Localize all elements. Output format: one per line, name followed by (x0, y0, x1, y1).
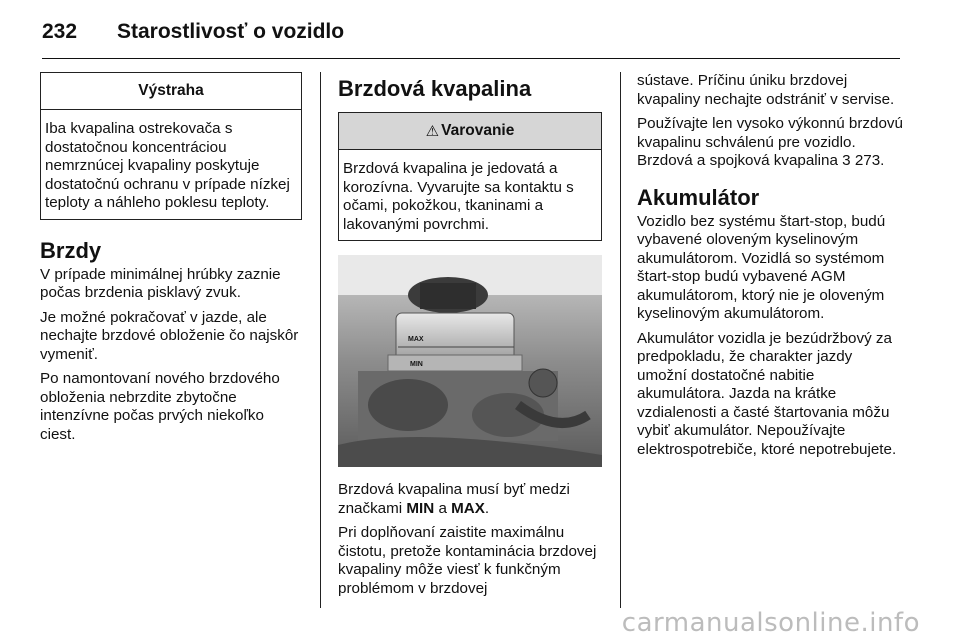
brake-fluid-reservoir-photo (338, 255, 602, 467)
column-1 (40, 72, 302, 450)
section-heading-brakes: Brzdy (40, 237, 102, 263)
page-reference-link[interactable]: 3 273. (842, 152, 885, 169)
brake-fluid-paragraph-1 (338, 481, 602, 518)
washer-warning-box (40, 72, 302, 220)
reservoir-illustration (338, 255, 602, 467)
column-divider-2 (620, 72, 621, 608)
page-number: 232 (42, 20, 78, 43)
warning-box-title: Výstraha (41, 73, 301, 110)
brake-fluid-caution-box (338, 112, 602, 241)
battery-paragraph-1: Vozidlo bez systému štart-stop, budú vybavené oloveným kyselinovým akumulátorom. Vozidlá so systémom štart-stop budú vybavené AGM akumulátorom, ktorý nie je oloveným kyselinovým akumulátorom. (637, 212, 886, 322)
p4-text: Používajte len vysoko výkonnú brzdovú kvapalinu schválenú pre vozidlo. Brzdová a spojková kvapalina (637, 115, 903, 169)
section-heading-battery: Akumulátor (637, 184, 760, 210)
brakes-paragraph-2: Je možné pokračovať v jazde, ale nechajte brzdové obloženie čo najskôr vymeniť. (40, 308, 299, 363)
brake-fluid-paragraph-3: sústave. Príčinu úniku brzdovej kvapaliny nechajte odstrániť v servise. (637, 72, 895, 108)
battery-paragraph-2: Akumulátor vozidla je bezúdržbový za predpokladu, že charakter jazdy umožní dostatočné nabitie akumulátora. Jazda na krátke vzdialenosti a časté štartovania môžu vybiť akumulátor. Nepoužívajte elektrospotrebiče, ktoré nepotrebujete. (637, 329, 897, 458)
column-3 (637, 72, 903, 465)
section-heading-brake-fluid: Brzdová kvapalina (338, 76, 532, 101)
page-header (42, 14, 902, 50)
column-2 (338, 72, 602, 604)
p1-and: a (434, 499, 452, 517)
brake-fluid-paragraph-2: Pri doplňovaní zaistite maximálnu čistotu, pretože kontaminácia brzdovej kvapaliny môže viesť k funkčným problémom v brzdovej (338, 524, 597, 597)
max-mark: MAX (451, 499, 485, 517)
photo-label-max: MAX (408, 336, 424, 343)
photo-label-min: MIN (410, 361, 423, 368)
brakes-paragraph-3: Po namontovaní nového brzdového obloženia nebrzdite zbytočne intenzívne počas prvých niekoľko ciest. (40, 370, 280, 443)
page-title: Starostlivosť o vozidlo (117, 20, 345, 43)
watermark: carmanualsonline.info (621, 608, 920, 638)
header-divider (42, 58, 900, 59)
warning-triangle-icon: ⚠ (425, 123, 440, 140)
caution-box-header (339, 113, 601, 150)
brake-fluid-paragraph-4 (637, 115, 903, 171)
min-mark: MIN (406, 499, 435, 517)
p1-text: Brzdová kvapalina musí byť medzi značkami (338, 481, 570, 517)
caution-box-title: Varovanie (441, 122, 515, 139)
p1-end: . (484, 499, 490, 517)
warning-box-text: Iba kvapalina ostrekovača s dostatočnou koncentráciou nemrznúcej kvapaliny poskytuje dostatočnú ochranu v prípade nízkej teploty a náhleho poklesu teploty. (45, 120, 290, 211)
caution-box-text: Brzdová kvapalina je jedovatá a korozívna. Vyvarujte sa kontaktu s očami, pokožkou, tkaninami a lakovanými povrchmi. (343, 160, 574, 233)
column-divider-1 (320, 72, 321, 608)
brakes-paragraph-1: V prípade minimálnej hrúbky zaznie počas brzdenia pisklavý zvuk. (40, 265, 281, 301)
